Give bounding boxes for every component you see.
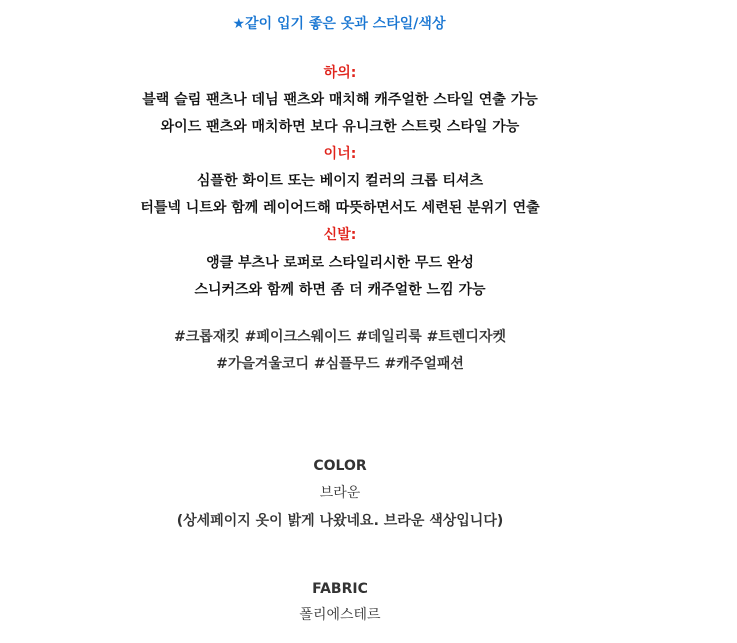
hashtags-line-1: #크롭재킷 #페이크스웨이드 #데일리룩 #트렌디자켓 bbox=[173, 329, 507, 345]
hashtags-line-2: #가을겨울코디 #심플무드 #캐주얼패션 bbox=[216, 356, 464, 372]
bottoms-line-2: 와이드 팬츠와 매치하면 보다 유니크한 스트릿 스타일 가능 bbox=[160, 119, 520, 135]
inner-line-1: 심플한 화이트 또는 베이지 컬러의 크롭 티셔츠 bbox=[196, 173, 484, 189]
inner-label: 이너: bbox=[323, 146, 357, 162]
shoes-line-2: 스니커즈와 함께 하면 좀 더 캐주얼한 느낌 가능 bbox=[194, 282, 486, 298]
bottoms-line-1: 블랙 슬림 팬츠나 데님 팬츠와 매치해 캐주얼한 스타일 연출 가능 bbox=[142, 92, 538, 108]
styling-title: ★같이 입기 좋은 옷과 스타일/색상 bbox=[232, 16, 446, 32]
fabric-heading: FABRIC bbox=[312, 581, 368, 597]
shoes-line-1: 앵클 부츠나 로퍼로 스타일리시한 무드 완성 bbox=[206, 255, 474, 271]
inner-line-2: 터틀넥 니트와 함께 레이어드해 따뜻하면서도 세련된 분위기 연출 bbox=[140, 200, 540, 216]
color-value: 브라운 bbox=[319, 485, 361, 501]
bottoms-label: 하의: bbox=[323, 65, 357, 81]
color-note: (상세페이지 옷이 밝게 나왔네요. 브라운 색상입니다) bbox=[176, 513, 504, 529]
shoes-label: 신발: bbox=[323, 227, 357, 243]
color-heading: COLOR bbox=[313, 458, 367, 474]
fabric-value: 폴리에스테르 bbox=[299, 607, 381, 623]
